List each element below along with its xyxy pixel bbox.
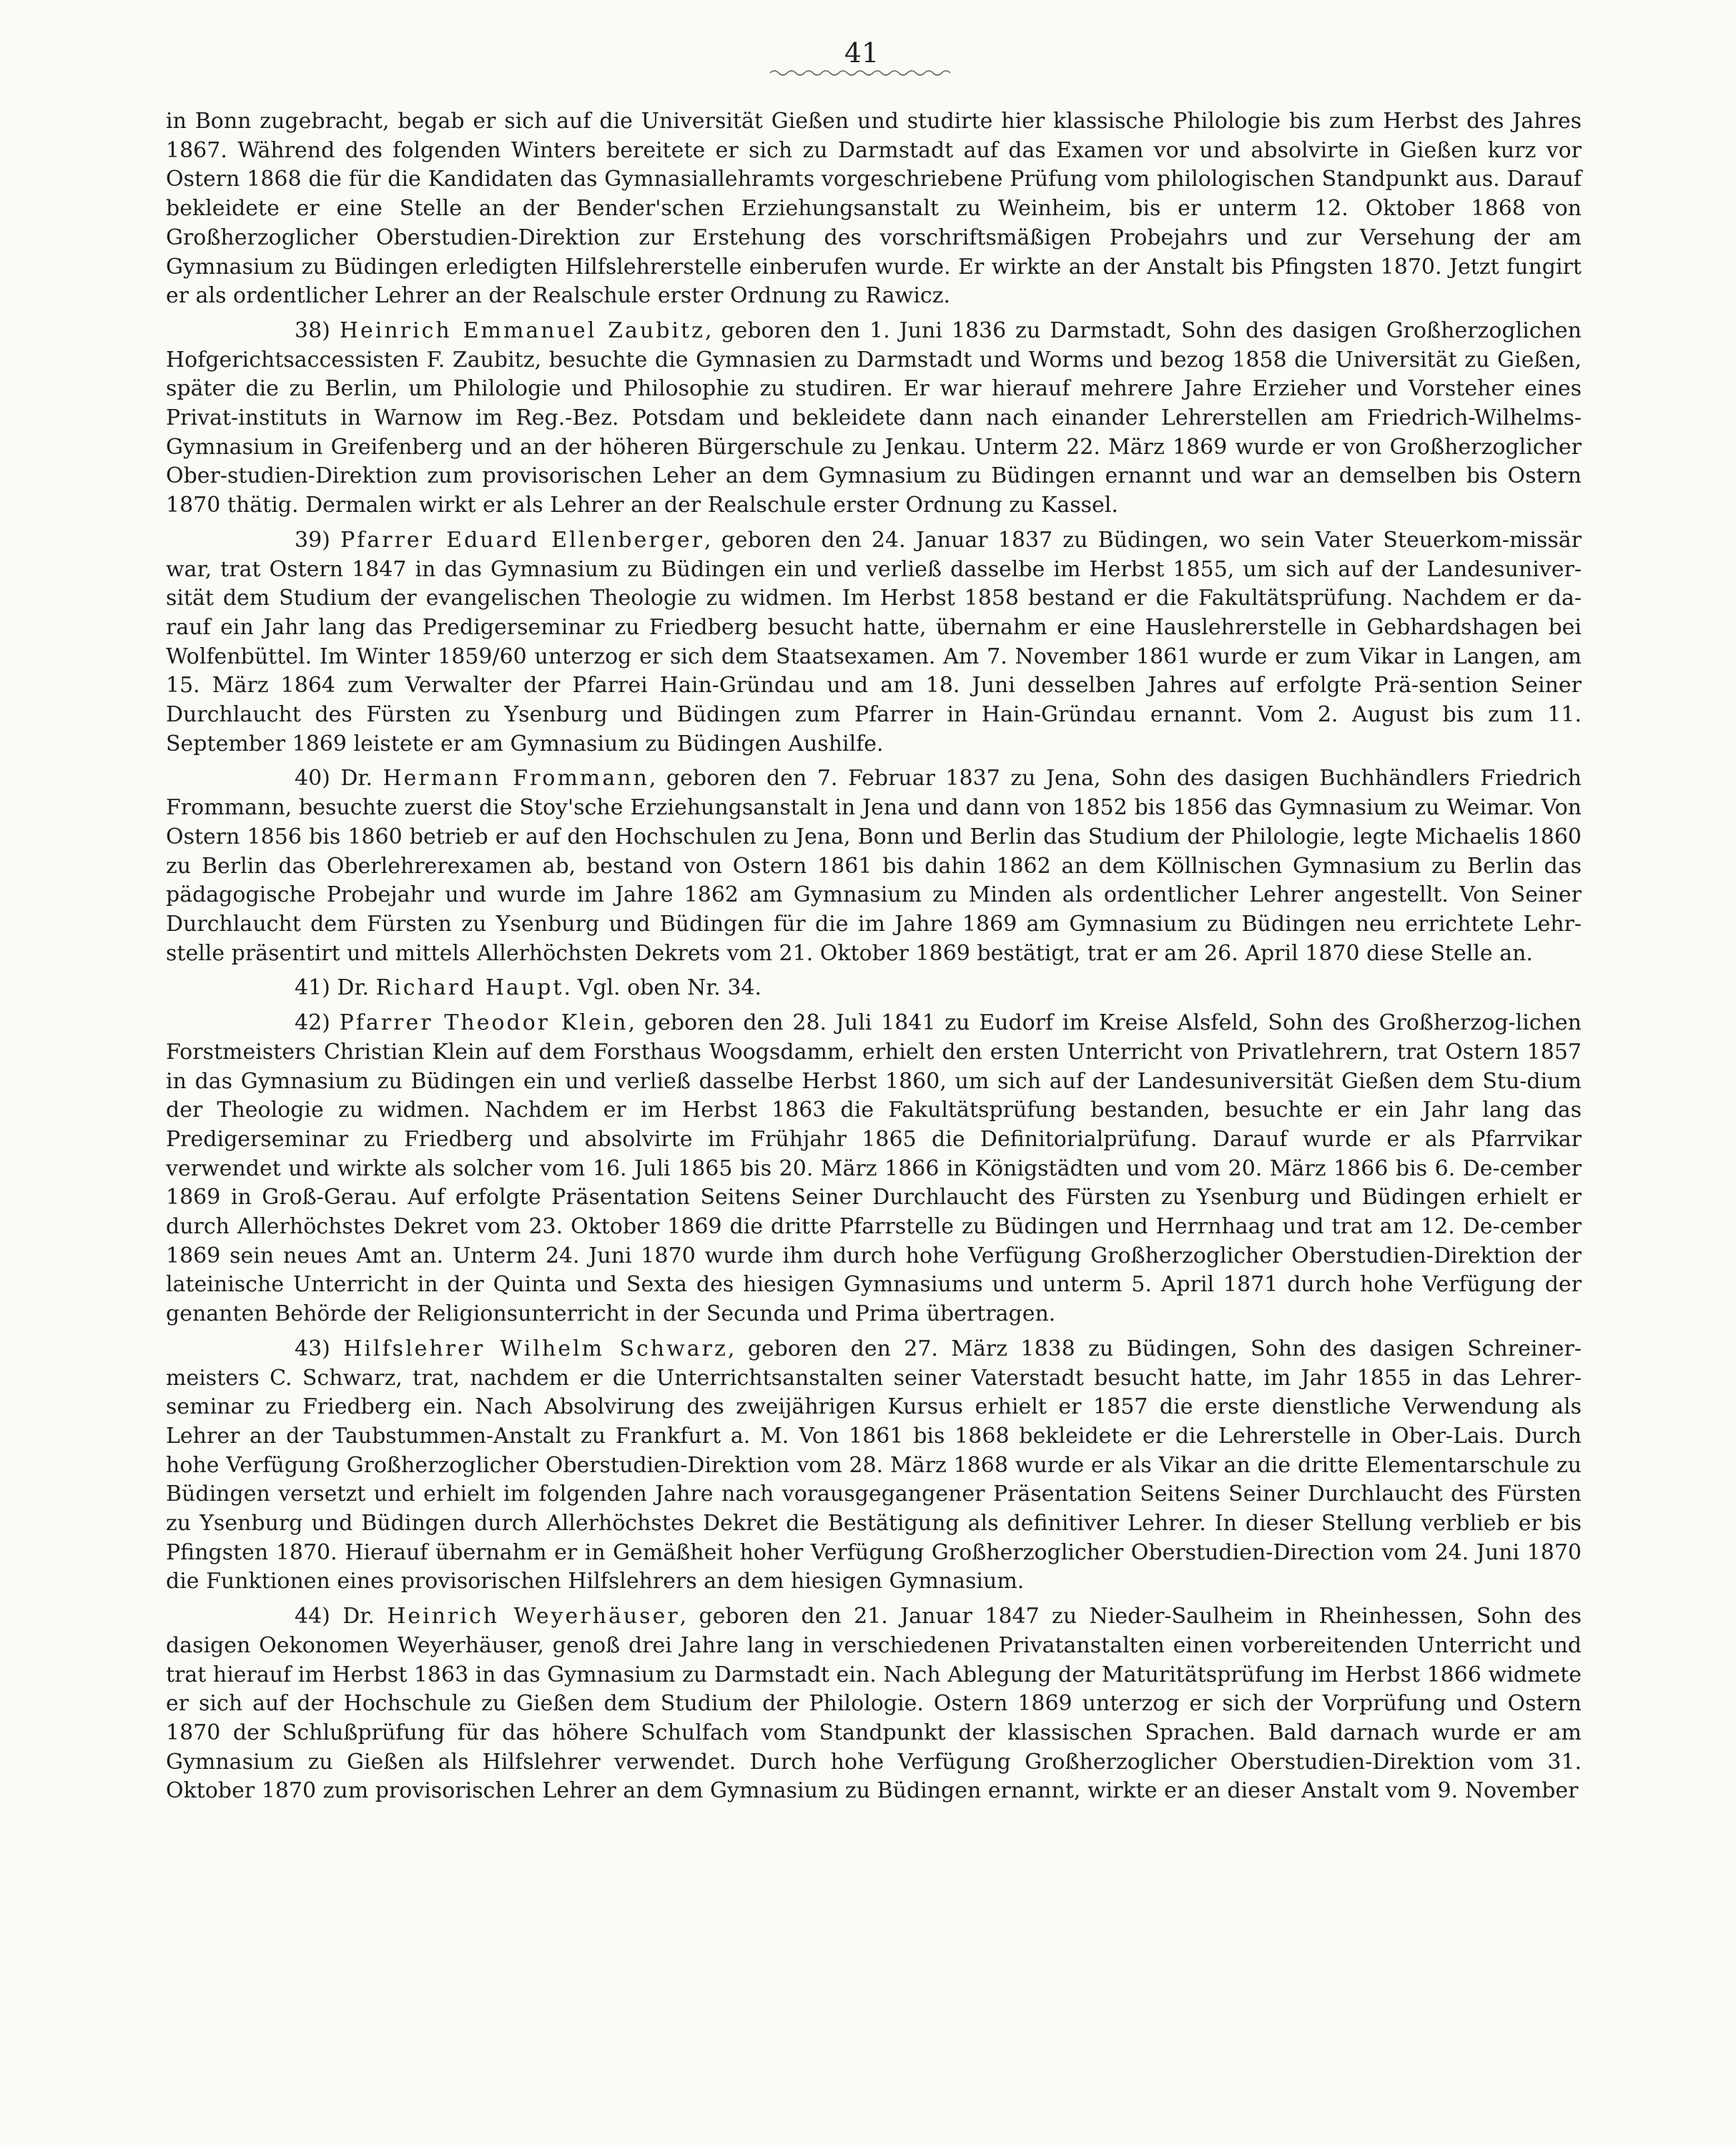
entry-number: 40) Dr. [295, 766, 383, 792]
entry-number: 42) [295, 1010, 340, 1036]
entry-39 [166, 526, 1582, 759]
person-name: Heinrich Weyerhäuser [387, 1604, 680, 1629]
entry-number: 39) [295, 527, 341, 553]
paragraph-continuation: in Bonn zugebracht, begab er sich auf die Universität Gießen und studirte hier klassische Philologie bis zum Herbst des Jahres 1867. Während des folgenden Winters bereitete er sich zu Darmstadt auf das Examen vor und absolvirte in Gießen kurz vor Ostern 1868 die für die Kandidaten das Gymnasiallehramts vorgeschriebene Prüfung vom philologischen Standpunkt aus. Darauf bekleidete er eine Stelle an der Bender'schen Erziehungsanstalt zu Weinheim, bis er unterm 12. Oktober 1868 von Großherzoglicher Oberstudien-Direktion zur Erstehung des vorschriftsmäßigen Probejahrs und zur Versehung der am Gymnasium zu Büdingen erledigten Hilfslehrerstelle einberufen wurde. Er wirkte an der Anstalt bis Pfingsten 1870. Jetzt fungirt er als ordentlicher Lehrer an der Realschule erster Ordnung zu Rawicz. [166, 109, 1582, 309]
person-name: Hermann Frommann [383, 766, 649, 792]
entry-number: 41) Dr. [295, 975, 376, 1001]
entry-41 [166, 974, 1582, 1003]
entry-text: , geboren den 24. Januar 1837 zu Büdingen, wo sein Vater Steuerkom-missär war, trat Ostern 1847 in das Gymnasium zu Büdingen ein und verließ dasselbe im Herbst 1855, um sich auf der Landesuniver-sität dem Studium der evangelischen Theologie zu widmen. Im Herbst 1858 bestand er die Fakultätsprüfung. Nachdem er da-rauf ein Jahr lang das Predigerseminar zu Friedberg besucht hatte, übernahm er eine Hauslehrerstelle in Gebhardshagen bei Wolfenbüttel. Im Winter 1859/60 unterzog er sich dem Staatsexamen. Am 7. November 1861 wurde er zum Vikar in Langen, am 15. März 1864 zum Verwalter der Pfarrei Hain-Gründau und am 18. Juni desselben Jahres auf erfolgte Prä-sention Seiner Durchlaucht des Fürsten zu Ysenburg und Büdingen zum Pfarrer in Hain-Gründau ernannt. Vom 2. August bis zum 11. September 1869 leistete er am Gymnasium zu Büdingen Aushilfe. [166, 527, 1582, 756]
body-text [166, 107, 1582, 1812]
entry-40 [166, 764, 1582, 968]
page-number: 41 [844, 37, 879, 69]
entry-text: , geboren den 1. Juni 1836 zu Darmstadt, Sohn des dasigen Großherzoglichen Hofgerichtsaccessisten F. Zaubitz, besuchte die Gymnasien zu Darmstadt und Worms und bezog 1858 die Universität zu Gießen, später die zu Berlin, um Philologie und Philosophie zu studiren. Er war hierauf mehrere Jahre Erzieher und Vorsteher eines Privat-instituts in Warnow im Reg.-Bez. Potsdam und bekleidete dann nach einander Lehrerstellen am Friedrich-Wilhelms-Gymnasium in Greifenberg und an der höheren Bürgerschule zu Jenkau. Unterm 22. März 1869 wurde er von Großherzoglicher Ober-studien-Direktion zum provisorischen Leher an dem Gymnasium zu Büdingen ernannt und war an demselben bis Ostern 1870 thätig. Dermalen wirkt er als Lehrer an der Realschule erster Ordnung zu Kassel. [166, 317, 1582, 518]
entry-43 [166, 1335, 1582, 1597]
person-name: Pfarrer Theodor Klein [339, 1010, 628, 1036]
entry-number: 43) [295, 1336, 344, 1361]
entry-42 [166, 1009, 1582, 1329]
entry-text: , geboren den 21. Januar 1847 zu Nieder-Saulheim in Rheinhessen, Sohn des dasigen Oekonomen Weyerhäuser, genoß drei Jahre lang in verschiedenen Privatanstalten einen vorbereitenden Unterricht und trat hierauf im Herbst 1863 in das Gymnasium zu Darmstadt ein. Nach Ablegung der Maturitätsprüfung im Herbst 1866 widmete er sich auf der Hochschule zu Gießen dem Studium der Philologie. Ostern 1869 unterzog er sich der Vorprüfung und Ostern 1870 der Schlußprüfung für das höhere Schulfach vom Standpunkt der klassischen Sprachen. Bald darnach wurde er am Gymnasium zu Gießen als Hilfslehrer verwendet. Durch hohe Verfügung Großherzoglicher Oberstudien-Direktion vom 31. Oktober 1870 zum provisorischen Lehrer an dem Gymnasium zu Büdingen ernannt, wirkte er an dieser Anstalt vom 9. November [166, 1604, 1582, 1804]
entry-text: . Vgl. oben Nr. 34. [563, 975, 762, 1001]
entry-text: , geboren den 28. Juli 1841 zu Eudorf im Kreise Alsfeld, Sohn des Großherzog-lichen Forstmeisters Christian Klein auf dem Forsthaus Woogsdamm, erhielt den ersten Unterricht von Privatlehrern, trat Ostern 1857 in das Gymnasium zu Büdingen ein und verließ dasselbe Herbst 1860, um sich auf der Landesuniversität Gießen dem Stu-dium der Theologie zu widmen. Nachdem er im Herbst 1863 die Fakultätsprüfung bestanden, besuchte er ein Jahr lang das Predigerseminar zu Friedberg und absolvirte im Frühjahr 1865 die Definitorialprüfung. Darauf wurde er als Pfarrvikar verwendet und wirkte als solcher vom 16. Juli 1865 bis 20. März 1866 in Königstädten und vom 20. März 1866 bis 6. De-cember 1869 in Groß-Gerau. Auf erfolgte Präsentation Seitens Seiner Durchlaucht des Fürsten zu Ysenburg und Büdingen erhielt er durch Allerhöchstes Dekret vom 23. Oktober 1869 die dritte Pfarrstelle zu Büdingen und Herrnhaag und trat am 12. De-cember 1869 sein neues Amt an. Unterm 24. Juni 1870 wurde ihm durch hohe Verfügung Großherzoglicher Oberstudien-Direktion der lateinische Unterricht in der Quinta und Sexta des hiesigen Gymnasiums und unterm 5. April 1871 durch hohe Verfügung der genanten Behörde der Religionsunterricht in der Secunda und Prima übertragen. [166, 1010, 1582, 1327]
person-name: Heinrich Emmanuel Zaubitz [339, 317, 705, 343]
person-name: Pfarrer Eduard Ellenberger [340, 527, 704, 553]
person-name: Hilfslehrer Wilhelm Schwarz [343, 1336, 728, 1361]
person-name: Richard Haupt [375, 975, 564, 1001]
entry-text: , geboren den 27. März 1838 zu Büdingen, Sohn des dasigen Schreiner-meisters C. Schwarz, trat, nachdem er die Unterrichtsanstalten seiner Vaterstadt besucht hatte, im Jahr 1855 in das Lehrer-seminar zu Friedberg ein. Nach Absolvirung des zweijährigen Kursus erhielt er 1857 die erste dienstliche Verwendung als Lehrer an der Taubstummen-Anstalt zu Frankfurt a. M. Von 1861 bis 1868 bekleidete er die Lehrerstelle in Ober-Lais. Durch hohe Verfügung Großherzoglicher Oberstudien-Direktion vom 28. März 1868 wurde er als Vikar an die dritte Elementarschule zu Büdingen versetzt und erhielt im folgenden Jahre nach vorausgegangener Präsentation Seitens Seiner Durchlaucht des Fürsten zu Ysenburg und Büdingen durch Allerhöchstes Dekret die Bestätigung als definitiver Lehrer. In dieser Stellung verblieb er bis Pfingsten 1870. Hierauf übernahm er in Gemäßheit hoher Verfügung Großherzoglicher Oberstudien-Direction vom 24. Juni 1870 die Funktionen eines provisorischen Hilfslehrers an dem hiesigen Gymnasium. [166, 1336, 1582, 1594]
entry-text: , geboren den 7. Februar 1837 zu Jena, Sohn des dasigen Buchhändlers Friedrich Frommann, besuchte zuerst die Stoy'sche Erziehungsanstalt in Jena und dann von 1852 bis 1856 das Gymnasium zu Weimar. Von Ostern 1856 bis 1860 betrieb er auf den Hochschulen zu Jena, Bonn und Berlin das Studium der Philologie, legte Michaelis 1860 zu Berlin das Oberlehrerexamen ab, bestand von Ostern 1861 bis dahin 1862 an dem Köllnischen Gymnasium zu Berlin das pädagogische Probejahr und wurde im Jahre 1862 am Gymnasium zu Minden als ordentlicher Lehrer angestellt. Von Seiner Durchlaucht dem Fürsten zu Ysenburg und Büdingen für die im Jahre 1869 am Gymnasium zu Büdingen neu errichtete Lehr-stelle präsentirt und mittels Allerhöchsten Dekrets vom 21. Oktober 1869 bestätigt, trat er am 26. April 1870 diese Stelle an. [166, 766, 1582, 966]
entry-38 [166, 317, 1582, 521]
entry-number: 38) [295, 317, 340, 343]
entry-number: 44) Dr. [295, 1604, 388, 1629]
decorative-rule [769, 68, 955, 78]
entry-44 [166, 1602, 1582, 1806]
